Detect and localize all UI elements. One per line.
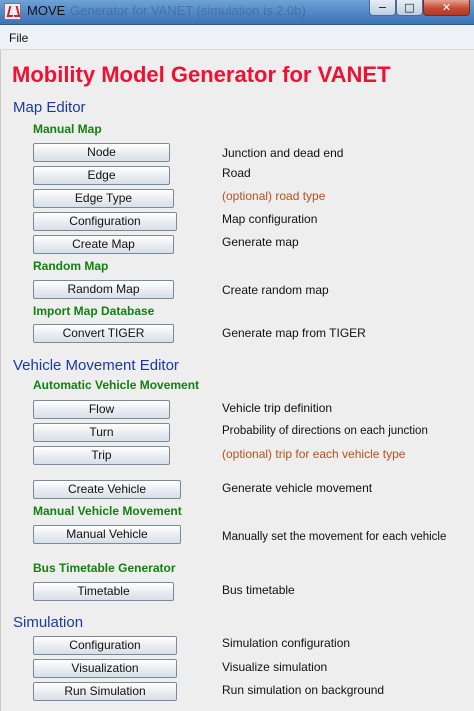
move-app-icon <box>4 3 21 20</box>
visualization-button[interactable]: Visualization <box>33 659 177 678</box>
edge-type-button[interactable]: Edge Type <box>33 189 174 208</box>
flow-description: Vehicle trip definition <box>222 401 333 415</box>
flow-button[interactable]: Flow <box>33 400 170 419</box>
create-map-description: Generate map <box>222 235 299 249</box>
window-subtitle: Generator for VANET (simulation is 2.0b) <box>70 3 306 18</box>
timetable-description: Bus timetable <box>222 583 295 597</box>
subsection-automatic-vehicle-movement: Automatic Vehicle Movement <box>33 378 200 392</box>
window-title: MOVE <box>27 3 66 18</box>
section-vehicle-movement-editor: Vehicle Movement Editor <box>13 357 179 374</box>
app-title: Mobility Model Generator for VANET <box>12 62 391 87</box>
menu-file[interactable]: File <box>9 31 29 45</box>
node-description: Junction and dead end <box>222 146 344 160</box>
simulation-configuration-description: Simulation configuration <box>222 636 351 650</box>
close-icon[interactable]: ✕ <box>423 0 470 16</box>
map-configuration-button[interactable]: Configuration <box>33 212 177 231</box>
convert-tiger-button[interactable]: Convert TIGER <box>33 324 174 343</box>
turn-button[interactable]: Turn <box>33 423 170 442</box>
manual-vehicle-button[interactable]: Manual Vehicle <box>33 525 181 544</box>
menu-bar <box>0 25 474 50</box>
run-simulation-button[interactable]: Run Simulation <box>33 682 177 701</box>
run-simulation-description: Run simulation on background <box>222 683 385 697</box>
section-simulation: Simulation <box>13 614 84 631</box>
maximize-icon[interactable]: □ <box>396 0 423 16</box>
random-map-button[interactable]: Random Map <box>33 280 174 299</box>
subsection-import-map-database: Import Map Database <box>33 304 155 318</box>
subsection-manual-map: Manual Map <box>33 122 102 136</box>
create-vehicle-description: Generate vehicle movement <box>222 481 373 495</box>
trip-description: (optional) trip for each vehicle type <box>222 447 406 461</box>
convert-tiger-description: Generate map from TIGER <box>222 326 366 340</box>
random-map-description: Create random map <box>222 283 329 297</box>
edge-type-description: (optional) road type <box>222 189 326 203</box>
subsection-random-map: Random Map <box>33 259 109 273</box>
edge-button[interactable]: Edge <box>33 166 170 185</box>
section-map-editor: Map Editor <box>13 99 86 116</box>
turn-description: Probability of directions on each junction <box>222 425 428 437</box>
map-configuration-description: Map configuration <box>222 212 318 226</box>
timetable-button[interactable]: Timetable <box>33 582 174 601</box>
visualization-description: Visualize simulation <box>222 660 328 674</box>
subsection-bus-timetable-generator: Bus Timetable Generator <box>33 561 176 575</box>
trip-button[interactable]: Trip <box>33 446 170 465</box>
create-vehicle-button[interactable]: Create Vehicle <box>33 480 181 499</box>
simulation-configuration-button[interactable]: Configuration <box>33 636 177 655</box>
create-map-button[interactable]: Create Map <box>33 235 174 254</box>
minimize-icon[interactable]: − <box>369 0 396 16</box>
edge-description: Road <box>222 166 251 180</box>
manual-vehicle-description: Manually set the movement for each vehicle <box>222 531 447 543</box>
subsection-manual-vehicle-movement: Manual Vehicle Movement <box>33 504 182 518</box>
window-titlebar <box>0 0 474 25</box>
node-button[interactable]: Node <box>33 143 170 162</box>
